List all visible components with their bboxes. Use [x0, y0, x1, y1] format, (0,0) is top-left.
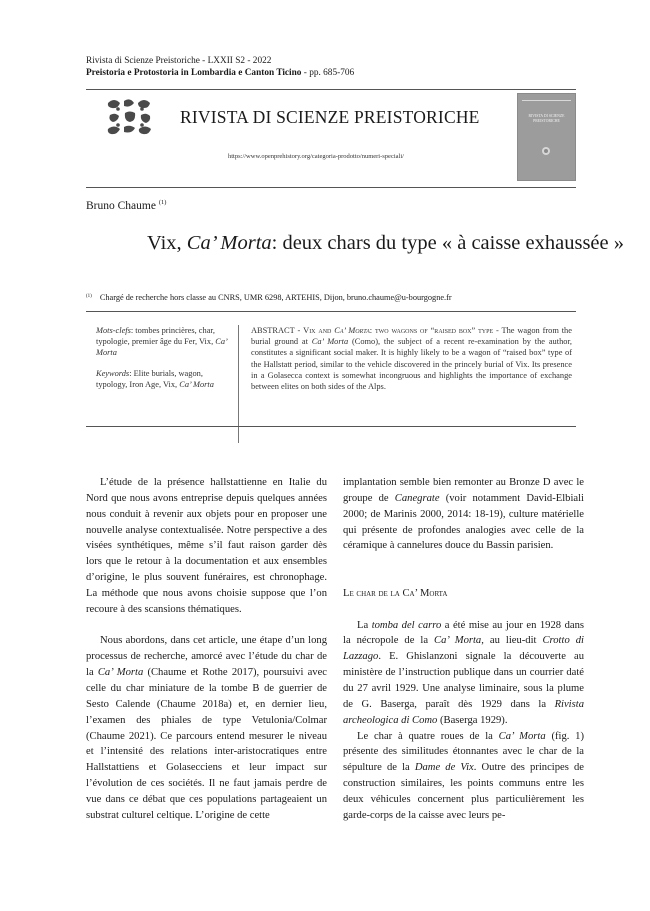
text-italic: Ca’ Morta: [434, 635, 482, 647]
section-heading-text: Le char de la: [343, 587, 403, 599]
keywords-fr-text: : tombes princières, char, typologie, premier âge du Fer, Vix,: [96, 326, 216, 347]
keywords-en: [96, 368, 234, 390]
text-run: La: [357, 619, 372, 631]
text-italic: Crotto di Lazzago: [343, 635, 584, 663]
header-pages: - pp. 685-706: [301, 68, 355, 78]
title-part-1: Vix,: [147, 232, 187, 254]
paragraph: [86, 633, 327, 823]
text-run: , au lieu-dit: [481, 635, 543, 647]
header-bottom-rule: [86, 187, 576, 188]
text-run: . Outre des principes de construction similaires, les points communs entre les deux véhicules concernent plus particulièrement les garde-corps de la caisse avec leurs pe-: [343, 762, 584, 821]
text-run: Le char à quatre roues de la: [357, 730, 499, 742]
header-series-title: Preistoria e Protostoria in Lombardia e Canton Ticino: [86, 68, 302, 78]
text-run: implantation semble bien remonter au Bronze D avec le groupe de: [343, 477, 584, 504]
abstract-heading: ABSTRACT -: [251, 326, 304, 335]
abstract-title-italic: Ca’ Morta: [334, 326, 370, 335]
journal-cover-thumbnail: [517, 93, 576, 181]
paragraph: [343, 618, 584, 729]
title-part-2: : deux chars du type « à caisse exhaussée »: [271, 232, 625, 254]
abstract-body-2: (Como), the subject of a recent re-examination by the author, constitutes a significant social maker. It is highly likely to be a wagon of “raised box” type of the Hallstatt period, similar to the vehicle discovered in the princely burial of Vix. Its presence in a Golasecca context is somewhat incongruous and highlights the importance of exchange between elites on both sides of the Alps.: [251, 337, 572, 392]
author-name: [86, 199, 166, 212]
affiliation-text: Chargé de recherche hors classe au CNRS, UMR 6298, ARTEHIS, Dijon, bruno.chaume@u-bourgogne.fr: [99, 293, 452, 302]
keywords-fr-label: Mots-clefs: [96, 326, 131, 335]
abstract-block: [251, 325, 572, 392]
body-column-left: [86, 475, 327, 824]
running-header: [86, 55, 354, 79]
text-run: a été mise au jour en 1928 dans la nécropole de la: [343, 619, 584, 647]
section-heading-name: Ca’ Morta: [402, 587, 448, 599]
author-name-text: Bruno Chaume: [86, 200, 156, 212]
keywords-en-label: Keywords: [96, 368, 130, 378]
abstract-body-italic: Ca’ Morta: [311, 337, 349, 347]
abstract-title-2: : two wagons of “raised box” type: [369, 326, 494, 335]
affiliation-footnote: [86, 293, 452, 302]
text-run: (fig. 1) présente des similitudes étonnantes avec le char de la sépulture de la: [343, 730, 584, 774]
text-run: . E. Ghislanzoni signale la découverte au ministère de l’instruction publique dans un courrier daté du 27 avril 1929. Une analyse liminaire, sous la plume de G. Baserga, paraît dès 1929 dans la: [343, 651, 584, 710]
text-italic: Dame de Vix: [414, 762, 474, 774]
text-italic: tomba del carro: [371, 619, 442, 631]
section-heading: [343, 586, 584, 602]
journal-logo-icon: [104, 97, 156, 141]
abstract-bottom-rule: [86, 426, 576, 427]
text-run: (voir notamment David-Elbiali 2000; de Marinis 2000, 2014: 18-19), culture matérielle qui présente de profondes analogies avec celle de la céramique à cannelures douce du Bassin parisien.: [343, 492, 584, 552]
paragraph: [343, 475, 584, 554]
paragraph: L’étude de la présence hallstattienne en Italie du Nord que nous avons entreprise depuis quelques années nous conduit à revenir aux objets pour en proposer une nouvelle analyse contextualisée. Notre perspective a des visées synthétiques, même s’il faut raison garder dès lors que le retour à la documentation et aux ensembles d’origine, le plus souvent funéraires, est chronophage. La méthode que nous avons choisie suppose que l’on recoure à des scansions thématiques.: [86, 477, 327, 615]
text-italic: Rivista archeologica di Como: [343, 698, 584, 726]
header-line-2: [86, 67, 354, 79]
keywords-en-italic: Ca’ Morta: [179, 379, 214, 389]
text-run: (Chaume et Rothe 2017), poursuivi avec celle du char miniature de la tombe B de guerrier de Sesto Calende (Chaume 2018a) et, en dernier lieu, l’examen des phiales de type Vetulonia/Colmar (Chaume 2021). Ce parcours entend mesurer le niveau et l’intensité des relations inter-aristocratiques entre Hallstattiens et Golasecciens et leur impact sur l’évolution de ces sociétés. Il ne faut jamais perdre de vue dans ce débat que ces populations partageaient un substrat culturel celtique. L’origine de cette: [86, 667, 327, 821]
keywords-block: [96, 325, 234, 399]
title-italic: Ca’ Morta: [186, 232, 272, 254]
paragraph: [343, 729, 584, 824]
journal-title: RIVISTA DI SCIENZE PREISTORICHE: [180, 107, 480, 127]
keywords-fr-italic: Ca’ Morta: [96, 337, 227, 358]
abstract-top-rule: [86, 311, 576, 312]
text-italic: Ca’ Morta: [498, 730, 546, 742]
author-note-marker: (1): [158, 199, 167, 206]
header-line-1: Rivista di Scienze Preistoriche - LXXII S2 - 2022: [86, 56, 272, 66]
cover-title: RIVISTA DI SCIENZE PREISTORICHE: [528, 114, 565, 123]
keywords-en-text: : Elite burials, wagon, typology, Iron Age, Vix,: [96, 368, 203, 389]
abstract-title-1: Vix and: [303, 326, 335, 335]
journal-url-link[interactable]: https://www.openprehistory.org/categoria-prodotto/numeri-speciali/: [228, 153, 404, 160]
keywords-fr: [96, 325, 234, 359]
top-rule: [86, 89, 576, 90]
text-run: Nous abordons, dans cet article, une étape d’un long processus de recherche, amorcé avec l’étude du char de la: [86, 635, 327, 679]
cover-band: [522, 100, 571, 104]
text-italic: Canegrate: [394, 492, 440, 504]
cover-ornament-icon: [541, 146, 551, 156]
text-italic: Ca’ Morta: [97, 667, 144, 679]
body-column-right: [343, 475, 584, 824]
text-run: (Baserga 1929).: [437, 714, 508, 726]
abstract-body-1: - The wagon from the burial ground at: [251, 326, 572, 347]
affiliation-marker: (1): [86, 294, 92, 299]
article-title: [147, 232, 624, 255]
